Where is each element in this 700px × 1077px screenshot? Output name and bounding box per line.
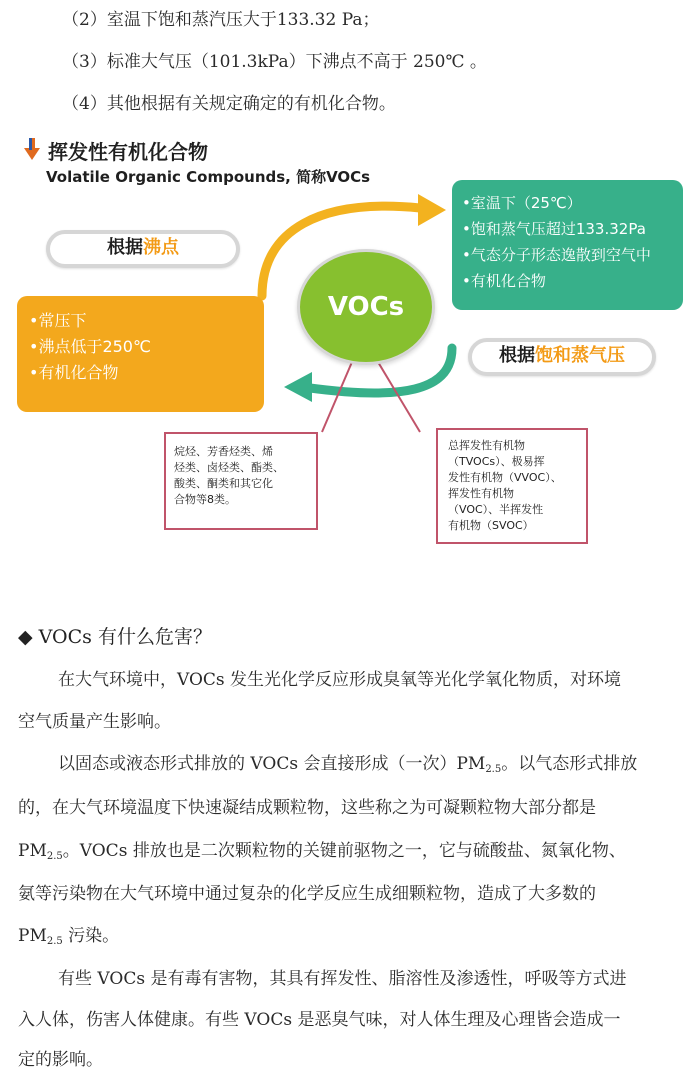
paragraph-3-line-3: 定的影响。 xyxy=(18,1050,103,1070)
green-arrowhead xyxy=(284,372,312,402)
pm-text: 以固态或液态形式排放的 VOCs 会直接形成（一次）PM xyxy=(58,754,486,774)
pill-boiling-highlight: 沸点 xyxy=(143,237,179,258)
paragraph-3-line-1: 有些 VOCs 是有毒有害物，其具有挥发性、脂溶性及渗透性，呼吸等方式进 xyxy=(58,969,627,989)
pm-text-rest: 污染。 xyxy=(62,926,120,946)
boiling-criteria-item: •有机化合物 xyxy=(29,363,119,382)
note-line: 发性有机物（VVOC）、 xyxy=(448,471,562,484)
paragraph-3-line-2: 入人体，伤害人体健康。有些 VOCs 是恶臭气味，对人体生理及心理皆会造成一 xyxy=(18,1010,621,1030)
paragraph-1-line-2: 空气质量产生影响。 xyxy=(18,712,171,732)
note-line: 烷烃、芳香烃类、烯 xyxy=(174,445,273,458)
pressure-criteria-item: •气态分子形态逸散到空气中 xyxy=(462,246,651,264)
paragraph-2-line-3 xyxy=(18,839,626,869)
pill-pressure-prefix: 根据 xyxy=(499,345,535,366)
note-line: （VOC）、半挥发性 xyxy=(448,503,544,516)
paragraph-2-line-2: 的，在大气环境温度下快速凝结成颗粒物，这些称之为可凝颗粒物大部分都是 xyxy=(18,798,596,818)
note-line: 合物等8类。 xyxy=(174,493,236,506)
pm-subscript: 2.5 xyxy=(46,851,63,862)
pm-subscript: 2.5 xyxy=(46,936,63,947)
pm-text: PM xyxy=(18,841,47,861)
voc-volatility-note xyxy=(436,428,588,544)
pm-text-end: 。以气态形式排放 xyxy=(501,754,638,774)
note-line: 酸类、酮类和其它化 xyxy=(174,477,273,490)
paragraph-2-line-5 xyxy=(18,924,119,954)
diagram-subtitle: Volatile Organic Compounds, 简称VOCs xyxy=(46,168,371,186)
definition-line-2: （2）室温下饱和蒸汽压大于133.32 Pa； xyxy=(62,10,380,30)
voc-classes-note xyxy=(164,432,318,530)
note-line: 烃类、卤烃类、酯类、 xyxy=(174,461,284,474)
paragraph-2-line-1 xyxy=(58,752,637,782)
boiling-criteria-item: •常压下 xyxy=(29,311,87,330)
pill-vapor-pressure xyxy=(468,338,656,376)
definition-line-3: （3）标准大气压（101.3kPa）下沸点不高于 250℃ 。 xyxy=(62,52,487,72)
note-line: 有机物（SVOC） xyxy=(448,519,534,532)
vocs-center-circle: VOCs xyxy=(297,249,435,365)
note-line: （TVOCs）、极易挥 xyxy=(448,455,545,468)
boiling-point-criteria-box xyxy=(17,296,264,412)
pill-pressure-highlight: 饱和蒸气压 xyxy=(535,345,625,366)
boiling-criteria-item: •沸点低于250℃ xyxy=(29,337,151,356)
pressure-criteria-item: •有机化合物 xyxy=(462,272,546,290)
diagram-title: 挥发性有机化合物 xyxy=(48,140,208,164)
section-heading: ◆ VOCs 有什么危害？ xyxy=(18,626,212,648)
pm-text: PM xyxy=(18,926,47,946)
pressure-criteria-item: •室温下（25℃） xyxy=(462,194,582,212)
pm-text-rest: 。VOCs 排放也是二次颗粒物的关键前驱物之一，它与硫酸盐、氮氧化物、 xyxy=(62,841,626,861)
note-line: 总挥发性有机物 xyxy=(448,439,525,452)
paragraph-1-line-1: 在大气环境中，VOCs 发生光化学反应形成臭氧等光化学氧化物质，对环境 xyxy=(58,670,622,690)
left-callout-line xyxy=(322,362,352,432)
note-line: 挥发性有机物 xyxy=(448,487,514,500)
pill-boiling-prefix: 根据 xyxy=(107,237,143,258)
vapor-pressure-criteria-box xyxy=(452,180,683,310)
orange-arrowhead xyxy=(418,194,446,226)
paragraph-2-line-4: 氨等污染物在大气环境中通过复杂的化学反应生成细颗粒物，造成了大多数的 xyxy=(18,884,596,904)
pill-boiling-point xyxy=(46,230,240,268)
definition-line-4: （4）其他根据有关规定确定的有机化合物。 xyxy=(62,94,396,114)
pressure-criteria-item: •饱和蒸气压超过133.32Pa xyxy=(462,220,646,238)
pm-subscript: 2.5 xyxy=(485,764,502,775)
